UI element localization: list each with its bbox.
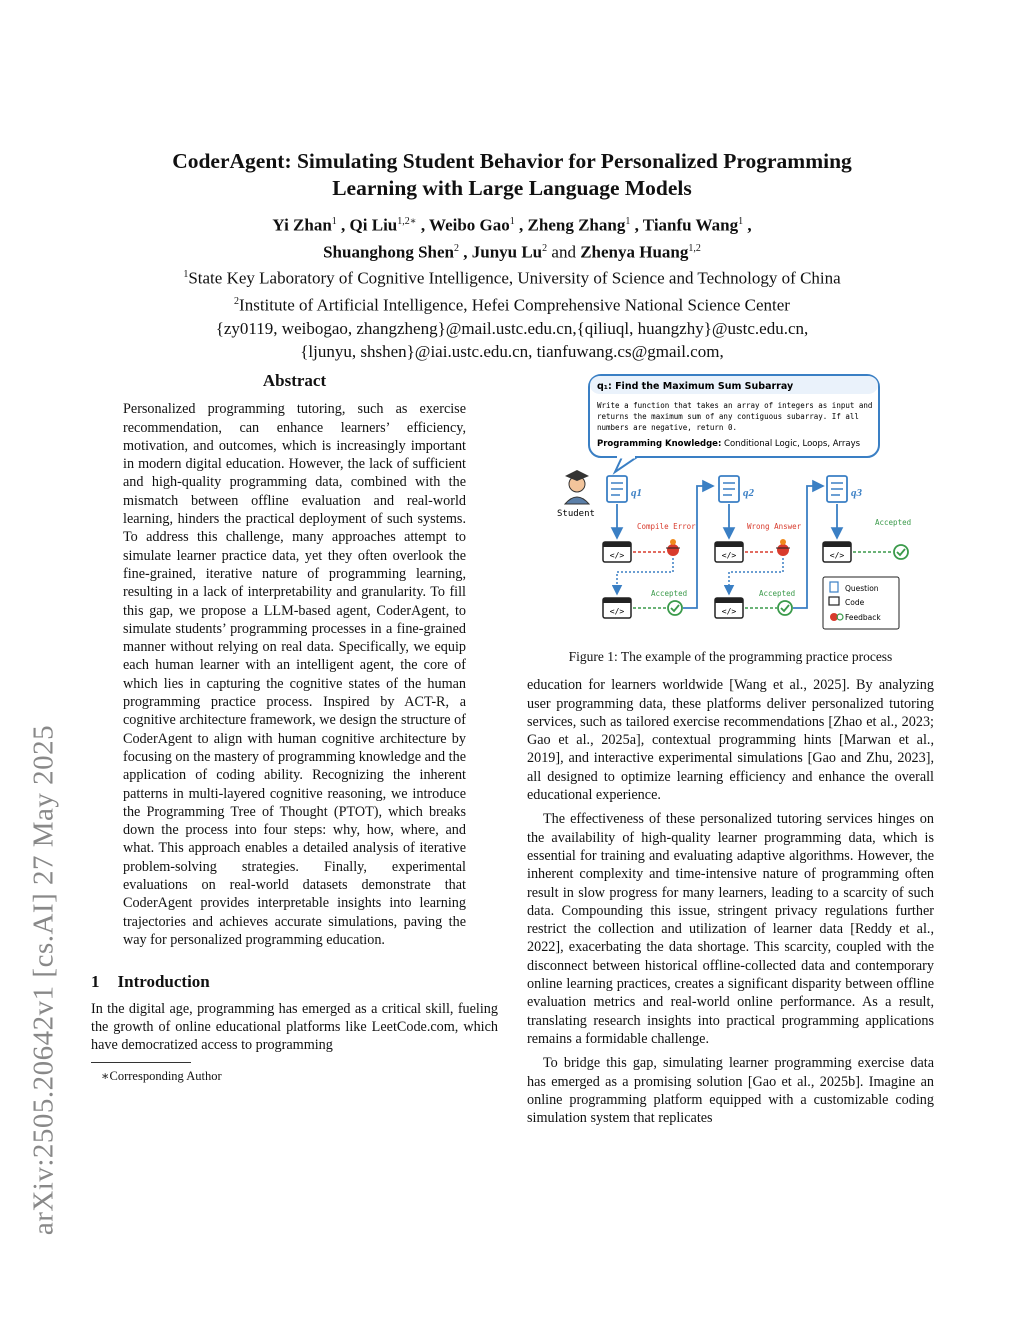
arxiv-identifier: arXiv:2505.20642v1 [cs.AI] 27 May 2025 [27, 724, 60, 1236]
question-label: q2 [743, 487, 754, 499]
author-affiliation-mark: 1,2 [688, 242, 701, 254]
accepted-label: Accepted [651, 589, 688, 598]
bug-icon [776, 539, 790, 556]
legend-question: Question [845, 584, 879, 593]
compile-error-label: Compile Error [637, 522, 696, 531]
section-title: Introduction [117, 972, 210, 992]
affiliation-text: State Key Laboratory of Cognitive Intelligence, University of Science and Technology of China [188, 268, 841, 288]
figure-caption: Figure 1: The example of the programming practice process [568, 649, 893, 664]
legend-question-icon [830, 582, 838, 592]
section-number: 1 [91, 972, 100, 992]
legend-code: Code [845, 598, 865, 607]
accepted-label: Accepted [875, 518, 912, 527]
right-column [527, 372, 934, 1127]
abstract-text: Personalized programming tutoring, such as exercise recommendation, can enhance learners’ efficiency, motivation, and outcomes, which is increasingly important in modern digital education. However, the lack of sufficient and high-quality programming data, combined with the mismatch between offline evaluation and real-world learning, hinders the practical deployment of such systems. To address this challenge, many approaches attempt to simulate learner practice data, yet they often overlook the fine-grained, iterative nature of programming learning, resulting in a lack of interpretability and granularity. To fill this gap, we propose a LLM-based agent, CoderAgent, to simulate students’ programming processes in a fine-grained manner without relying on real data. Specifically, we equip each human learner with an intelligent agent, the core of which lies in capturing the cognitive states of the human programming practice process. Inspired by ACT-R, a cognitive architecture framework, we design the structure of CoderAgent to align with human cognitive architecture by focusing on the mastery of programming knowledge and the application of coding ability. Recognizing the inherent patterns in multi-layered cognitive reasoning, we introduce the Programming Tree of Thought (PTOT), which breaks down the process into four steps: why, how, where, and what. This approach enables a detailed analysis of iterative problem-solving strategies. Finally, experimental evaluations on real-world datasets demonstrate that CoderAgent provides interpretable insights into learning trajectories and achieves accurate simulations, paving the way for personalized programming education. [123, 401, 466, 948]
bubble-tail [615, 457, 637, 472]
author-affiliation-mark: 1,2∗ [397, 216, 417, 227]
code-window-icon [603, 598, 631, 618]
programming-knowledge [597, 439, 861, 449]
code-glyph: </> [721, 607, 737, 616]
author-affiliation-mark: 2 [542, 242, 548, 254]
figure-1 [527, 372, 934, 642]
legend-code-icon [829, 597, 839, 605]
footnote: ∗Corresponding Author [101, 1069, 222, 1084]
knowledge-value: Conditional Logic, Loops, Arrays [724, 439, 861, 449]
question-doc-icon [607, 476, 627, 502]
footnote-divider [91, 1062, 191, 1063]
next-question-arrow [683, 486, 713, 608]
question-doc-icon [719, 476, 739, 502]
code-window-icon [823, 542, 851, 562]
author-affiliation-mark: 1 [625, 216, 631, 227]
wrong-answer-label: Wrong Answer [747, 522, 802, 531]
question-label: q1 [631, 487, 642, 499]
affiliation-text: Institute of Artificial Intelligence, Hefei Comprehensive National Science Center [239, 295, 790, 315]
code-glyph: </> [829, 551, 845, 560]
question-line-1: Write a function that takes an array of integers as input and [597, 401, 873, 410]
author-name: Yi Zhan [272, 215, 332, 235]
student-icon [565, 470, 589, 504]
check-icon [778, 601, 792, 615]
emails-line-2: {ljunyu, shshen}@iai.ustc.edu.cn, tianfuwang.cs@gmail.com, [300, 341, 724, 361]
question-label: q3 [851, 487, 862, 499]
author-name: Tianfu Wang [642, 215, 739, 235]
code-window-icon [715, 542, 743, 562]
abstract-heading: Abstract [262, 371, 327, 390]
intro-paragraph-1: In the digital age, programming has emerged as a critical skill, fueling the growth of online educational platforms like LeetCode.com, which have democratized access to programming [91, 1000, 498, 1054]
bug-icon [666, 539, 680, 556]
code-glyph: </> [609, 607, 625, 616]
author-name: Junyu Lu [471, 242, 543, 262]
section-heading-introduction [91, 973, 498, 991]
affiliation-1 [100, 263, 924, 290]
author-affiliation-mark: 1 [509, 216, 515, 227]
left-column [91, 372, 498, 1086]
paper-header [100, 148, 924, 363]
right-paragraph-1: education for learners worldwide [Wang et al., 2025]. By analyzing user programming data, these platforms deliver personalized tutoring services, such as tailored exercise recommendations [Zhao et al., 2023; Gao et al., 2025a], contextual programming hints [Marwan et al., 2019], and interactive experimental simulations [Gao and Zhu, 2023], all designed to optimize learning efficiency and enhance the overall educational experience. [527, 677, 934, 804]
and-word: and [551, 242, 576, 262]
author-name: Zheng Zhang [527, 215, 626, 235]
author-list: Yi Zhan$^1$ , Qi Liu$^{1,2∗}$ , Weibo Gao$^1$ , Zheng Zhang$^1$ , Tianfu Wang$^1$ , Shuanghong Shen$^2$ , Junyu Lu$^2$ and Zhenya Huang$^{1,2}$ [272, 215, 752, 262]
affiliation-number: 2 [234, 295, 240, 307]
title-line-1: CoderAgent: Simulating Student Behavior for Personalized Programming [172, 149, 852, 173]
author-affiliation-mark: 1 [331, 216, 337, 227]
code-glyph: </> [609, 551, 625, 560]
knowledge-label: Programming Knowledge: [597, 439, 722, 449]
legend-feedback: Feedback [845, 613, 881, 622]
author-name: Qi Liu [349, 215, 398, 235]
author-name: Shuanghong Shen [323, 242, 454, 262]
code-window-icon [715, 598, 743, 618]
title-line-2: Learning with Large Language Models [332, 176, 692, 200]
paper-title [100, 148, 924, 202]
question-line-2: returns the maximum sum of any contiguous subarray. If all [597, 412, 859, 421]
code-glyph: </> [721, 551, 737, 560]
right-paragraph-2: The effectiveness of these personalized tutoring services hinges on the availability of high-quality learner programming data, which is essential for training and evaluating adaptive algorithms. However, the inherent complexity and time-intensive nature of programming often result in slow progress for many learners, leading to a scarcity of such data. Compounding this issue, stringent privacy regulations further restrict the collection and utilization of learner data [Reddy et al., 2022], exacerbating the data shortage. This scarcity, coupled with the disconnect between historical offline-collected data and contemporary online learning practices, creates a significant disparity between offline evaluation metrics and real-world online performance. As a result, translating research insights into practical programming applications remains a formidable challenge. [527, 811, 934, 1047]
affiliation-2 [100, 290, 924, 317]
author-affiliation-mark: 2 [453, 242, 459, 254]
question-title: q₁: Find the Maximum Sum Subarray [597, 381, 794, 392]
emails-line-1: {zy0119, weibogao, zhangzheng}@mail.ustc.edu.cn,{qiliuql, huangzhy}@ustc.edu.cn, [215, 318, 809, 338]
right-paragraph-3: To bridge this gap, simulating learner programming exercise data has emerged as a promising solution [Gao et al., 2025b]. Imagine an online programming platform equipped with a customizable coding simulation system that replicates [527, 1055, 934, 1127]
figure-diagram [527, 372, 934, 642]
code-window-icon [603, 542, 631, 562]
affiliation-number: 1 [183, 269, 189, 281]
question-doc-icon [827, 476, 847, 502]
author-name: Weibo Gao [429, 215, 510, 235]
author-affiliation-mark: 1 [738, 216, 744, 227]
accepted-label: Accepted [759, 589, 796, 598]
next-question-arrow [793, 486, 823, 608]
arxiv-sidebar [18, 360, 70, 1236]
question-line-3: numbers are negative, return 0. [597, 423, 737, 432]
author-name: Zhenya Huang [580, 242, 689, 262]
student-label: Student [557, 509, 595, 519]
check-icon [668, 601, 682, 615]
check-icon [894, 545, 908, 559]
